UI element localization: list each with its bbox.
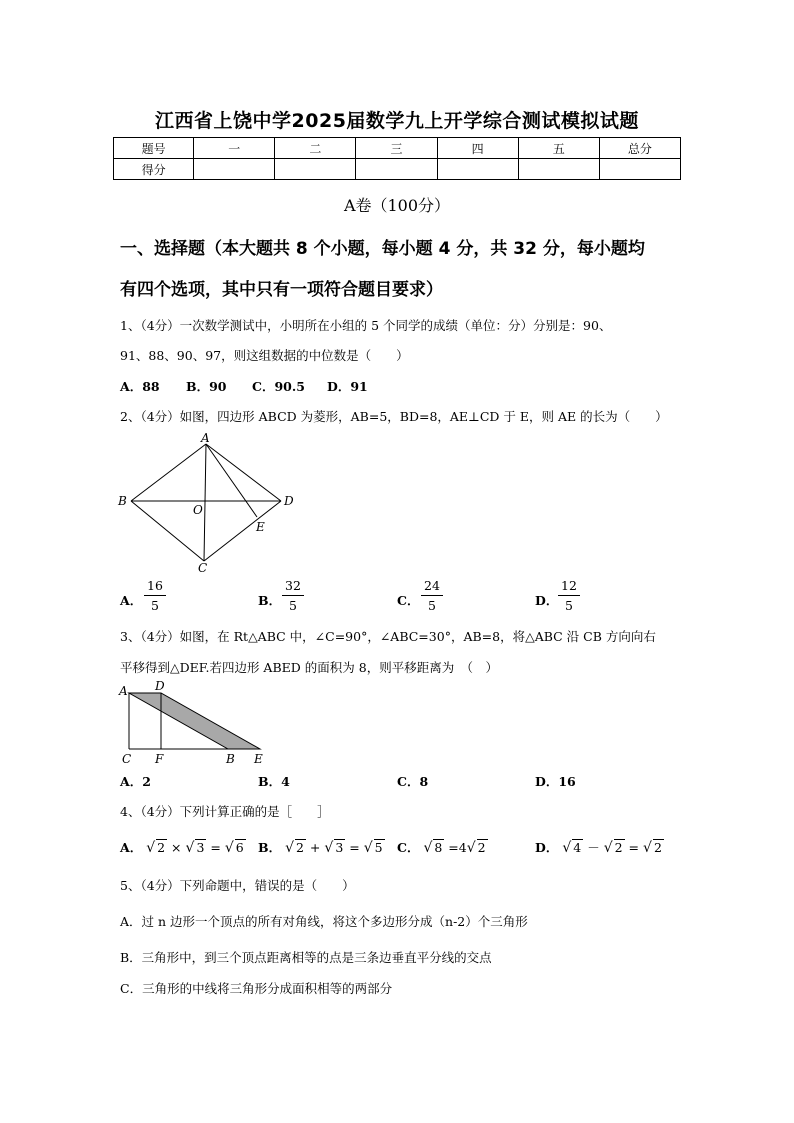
sqrt-icon: √ (324, 840, 334, 856)
q3-option-b: B．4 (258, 774, 290, 789)
q5-text: 5、（4分）下列命题中，错误的是（ ） (120, 878, 355, 893)
operator: + (309, 840, 321, 855)
radicand: 3 (335, 840, 344, 855)
q4-option-c (397, 838, 488, 856)
radicand: 2 (614, 840, 623, 855)
radicand: 4 (573, 840, 582, 855)
sqrt-icon: √ (423, 840, 433, 856)
q2-label-c: C (198, 561, 208, 575)
q1-option-b: B．90 (186, 379, 227, 394)
equals-sign: = (448, 840, 459, 855)
q4-option-d (535, 838, 664, 856)
radicand: 2 (157, 840, 166, 855)
q3-label-e: E (254, 752, 263, 766)
q2-edge-ab (131, 444, 206, 501)
q2-option-c-letter: C． (397, 593, 420, 608)
score-header-cell: 五 (518, 138, 599, 159)
q4-option-a-letter: A． (120, 840, 143, 855)
sqrt-icon: √ (185, 840, 195, 856)
q2-option-b-numerator: 32 (282, 578, 304, 596)
coefficient: 4 (458, 840, 467, 855)
q4-option-d-letter: D． (535, 840, 559, 855)
q3-text-line1: 3、（4分）如图，在 Rt△ABC 中，∠C=90°，∠ABC=30°，AB=8，将△ABC 沿 CB 方向向右 (120, 629, 656, 644)
q2-label-b: B (118, 494, 127, 508)
sqrt-icon: √ (466, 840, 476, 856)
radicand: 5 (374, 840, 383, 855)
score-header-cell: 一 (194, 138, 275, 159)
q3-option-a: A．2 (120, 774, 151, 789)
q3-label-b: B (226, 752, 235, 766)
q4-option-b-letter: B． (258, 840, 282, 855)
radicand: 2 (653, 840, 662, 855)
q2-segment-ae (206, 444, 257, 517)
q3-label-f: F (155, 752, 164, 766)
score-header-cell: 三 (356, 138, 437, 159)
operator: × (171, 840, 182, 855)
part1-heading-line1: 一、选择题（本大题共 8 个小题，每小题 4 分，共 32 分，每小题均 (120, 239, 645, 259)
q3-label-d: D (155, 679, 165, 693)
q3-option-d: D．16 (535, 774, 576, 789)
q2-option-a-denominator: 5 (151, 598, 159, 613)
q1-text-line1: 1、（4分）一次数学测试中，小明所在小组的 5 个同学的成绩（单位：分）分别是：90、 (120, 318, 612, 333)
q2-option-a-numerator: 16 (144, 578, 166, 596)
q2-option-c-denominator: 5 (428, 598, 436, 613)
score-row-label: 得分 (114, 159, 194, 180)
q2-option-d-denominator: 5 (565, 598, 573, 613)
q1-option-a: A．88 (120, 379, 160, 394)
radicand: 3 (196, 840, 205, 855)
q4-option-a (120, 838, 246, 856)
q2-option-a-fraction (144, 578, 166, 613)
q2-option-d-fraction (558, 578, 580, 613)
q2-option-b-letter: B． (258, 593, 282, 608)
q2-label-o: O (193, 503, 203, 517)
q1-option-d: D．91 (327, 379, 368, 394)
q3-shaded-parallelogram (129, 693, 260, 749)
equals-sign: = (210, 840, 221, 855)
q5-option-b: B．三角形中，到三个顶点距离相等的点是三条边垂直平分线的交点 (120, 950, 492, 965)
score-header-cell: 题号 (114, 138, 194, 159)
q2-option-c-numerator: 24 (421, 578, 443, 596)
q3-option-c: C．8 (397, 774, 429, 789)
q5-option-a: A．过 n 边形一个顶点的所有对角线，将这个多边形分成（n-2）个三角形 (120, 914, 528, 929)
sqrt-icon: √ (285, 840, 294, 856)
equals-sign: = (349, 840, 360, 855)
q3-label-a: A (119, 684, 128, 698)
section-a-heading: A卷（100分） (343, 196, 451, 215)
q4-option-c-letter: C． (397, 840, 420, 855)
q2-option-a-letter: A． (120, 593, 143, 608)
q2-option-d-numerator: 12 (558, 578, 580, 596)
score-header-cell: 二 (275, 138, 356, 159)
score-header-cell: 总分 (599, 138, 680, 159)
q2-label-a: A (201, 431, 210, 445)
q1-text-line2: 91、88、90、97，则这组数据的中位数是（ ） (120, 348, 409, 363)
q3-label-c: C (122, 752, 132, 766)
exam-title: 江西省上饶中学2025届数学九上开学综合测试模拟试题 (155, 110, 639, 132)
radicand: 6 (235, 840, 244, 855)
q2-option-b-fraction (282, 578, 304, 613)
q2-label-e: E (256, 520, 265, 534)
q2-label-d: D (284, 494, 294, 508)
q4-option-b (258, 838, 385, 856)
sqrt-icon: √ (603, 840, 613, 856)
score-header-cell: 四 (437, 138, 518, 159)
q3-text-line2: 平移得到△DEF.若四边形 ABED 的面积为 8，则平移距离为 （ ） (120, 660, 498, 675)
q5-option-c: C．三角形的中线将三角形分成面积相等的两部分 (120, 981, 393, 996)
q2-option-d-letter: D． (535, 593, 559, 608)
sqrt-icon: √ (224, 840, 234, 856)
q2-option-c-fraction (421, 578, 443, 613)
radicand: 8 (434, 840, 443, 855)
q2-text: 2、（4分）如图，四边形 ABCD 为菱形，AB=5，BD=8，AE⊥CD 于 E，则 AE 的长为（ ） (120, 409, 668, 424)
sqrt-icon: √ (146, 840, 156, 856)
sqrt-icon: √ (363, 840, 373, 856)
sqrt-icon: √ (643, 840, 652, 856)
q2-edge-dc (204, 501, 281, 561)
q2-option-b-denominator: 5 (289, 598, 297, 613)
q2-diagonal-ac (204, 444, 206, 561)
operator: － (587, 840, 600, 855)
q2-edge-ad (206, 444, 281, 501)
q4-text: 4、（4分）下列计算正确的是［ ］ (120, 804, 330, 819)
equals-sign: = (628, 840, 640, 855)
sqrt-icon: √ (562, 840, 572, 856)
radicand: 2 (477, 840, 486, 855)
part1-heading-line2: 有四个选项，其中只有一项符合题目要求） (120, 280, 443, 300)
q1-option-c: C．90.5 (252, 379, 305, 394)
radicand: 2 (295, 840, 304, 855)
